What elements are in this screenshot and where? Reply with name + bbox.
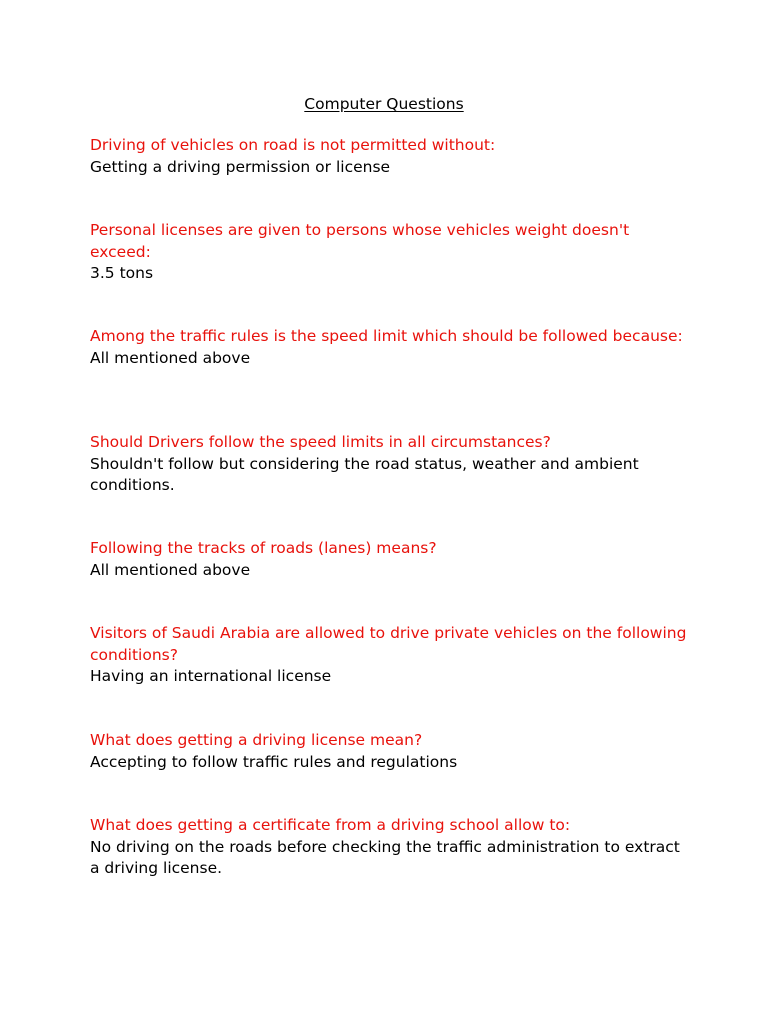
answer-text: All mentioned above <box>90 348 251 367</box>
question-text: Should Drivers follow the speed limits in all circumstances? <box>90 433 551 451</box>
answer-text: Getting a driving permission or license <box>90 157 391 176</box>
question-text: What does getting a certificate from a driving school allow to: <box>90 816 571 834</box>
qa-item-3 <box>90 326 690 369</box>
answer-text: Accepting to follow traffic rules and regulations <box>90 752 458 771</box>
answer-text: All mentioned above <box>90 560 251 579</box>
answer-text: 3.5 tons <box>90 264 154 282</box>
qa-item-6 <box>90 623 690 688</box>
question-text: Driving of vehicles on road is not permitted without: <box>90 136 496 154</box>
answer-text: Having an international license <box>90 667 332 685</box>
answer-text: Shouldn't follow but considering the road status, weather and ambient conditions. <box>90 454 639 494</box>
qa-item-5 <box>90 538 690 581</box>
qa-item-8 <box>90 815 690 880</box>
page-title: Computer Questions <box>304 95 464 113</box>
qa-item-1 <box>90 135 690 178</box>
question-text: What does getting a driving license mean? <box>90 731 423 749</box>
answer-text: No driving on the roads before checking the traffic administration to extract a driving license. <box>90 837 680 877</box>
question-text: Following the tracks of roads (lanes) means? <box>90 539 437 557</box>
qa-item-2 <box>90 220 690 285</box>
qa-item-7 <box>90 730 690 773</box>
question-text: Visitors of Saudi Arabia are allowed to drive private vehicles on the following conditions? <box>90 624 687 664</box>
question-text: Personal licenses are given to persons whose vehicles weight doesn't exceed: <box>90 221 630 261</box>
question-text: Among the traffic rules is the speed limit which should be followed because: <box>90 327 683 345</box>
qa-item-4 <box>90 432 690 497</box>
